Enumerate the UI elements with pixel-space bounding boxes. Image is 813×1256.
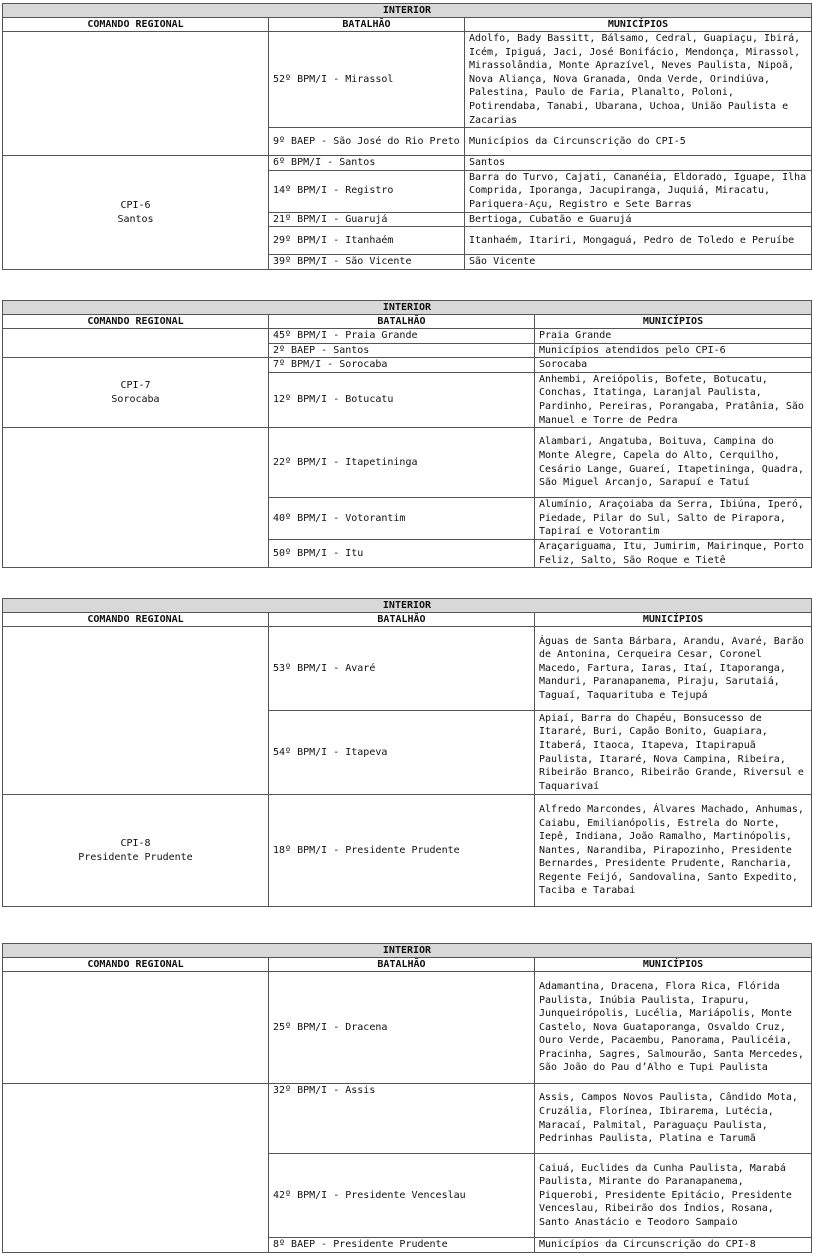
col-municipios: MUNICÍPIOS [535,613,812,627]
comando-cell [3,329,269,358]
comando-cell [3,627,269,795]
municipios-cell: Araçariguama, Itu, Jumirim, Mairinque, Porto Feliz, Salto, São Roque e Tietê [535,540,812,568]
municipios-cell: Anhembi, Areiópolis, Bofete, Botucatu, Conchas, Itatinga, Laranjal Paulista, Pardinho, Pereiras, Porangaba, Pratânia, São Manuel e Torre de Pedra [535,372,812,427]
batalhao-cell: 39º BPM/I - São Vicente [269,255,465,270]
comando-cell [3,32,269,156]
municipios-cell: Municípios da Circunscrição do CPI-5 [465,128,812,156]
col-batalhao: BATALHÃO [269,315,535,329]
municipios-cell: São Vicente [465,255,812,270]
comando-cell [3,428,269,568]
interior-header: INTERIOR [3,301,812,315]
batalhao-cell: 2º BAEP - Santos [269,343,535,358]
cpi7-name: CPI-7 [120,380,151,392]
municipios-cell: Assis, Campos Novos Paulista, Cândido Mota, Cruzália, Florínea, Ibirarema, Lutécia, Maracaí, Palmital, Paraguaçu Paulista, Pedrinhas Paulista, Platina e Tarumã [535,1084,812,1154]
table-1 [2,3,812,270]
interior-header: INTERIOR [3,4,812,18]
col-batalhao: BATALHÃO [269,613,535,627]
batalhao-cell: 50º BPM/I - Itu [269,540,535,568]
municipios-cell: Alambari, Angatuba, Boituva, Campina do Monte Alegre, Capela do Alto, Cerquilho, Cesário Lange, Guareí, Itapetininga, Quadra, São Miguel Arcanjo, Sarapuí e Tatuí [535,428,812,498]
municipios-cell: Praia Grande [535,329,812,344]
batalhao-cell: 6º BPM/I - Santos [269,156,465,171]
table-2 [2,300,812,568]
municipios-cell: Caiuá, Euclides da Cunha Paulista, Marabá Paulista, Mirante do Paranapanema, Piquerobi, Presidente Epitácio, Presidente Venceslau, Ribeirão dos Índios, Rosana, Santo Anastácio e Teodoro Sampaio [535,1154,812,1238]
interior-header: INTERIOR [3,599,812,613]
col-comando: COMANDO REGIONAL [3,18,269,32]
cpi8-city: Presidente Prudente [78,851,193,863]
batalhao-cell: 45º BPM/I - Praia Grande [269,329,535,344]
cpi8-name: CPI-8 [120,837,151,849]
batalhao-cell: 53º BPM/I - Avaré [269,627,535,711]
batalhao-cell: 8º BAEP - Presidente Prudente [269,1238,535,1253]
municipios-cell: Adamantina, Dracena, Flora Rica, Flórida Paulista, Inúbia Paulista, Irapuru, Junqueirópolis, Lucélia, Mariápolis, Monte Castelo, Nova Guataporanga, Osvaldo Cruz, Ouro Verde, Pacaembu, Panorama, Paulicéia, Pracinha, Sagres, Salmourão, Santa Mercedes, São João do Pau d’Alho e Tupi Paulista [535,972,812,1084]
municipios-cell: Municípios da Circunscrição do CPI-8 [535,1238,812,1253]
table-3 [2,598,812,907]
col-batalhao: BATALHÃO [269,18,465,32]
interior-header: INTERIOR [3,944,812,958]
table-4 [2,943,812,1253]
municipios-cell: Adolfo, Bady Bassitt, Bálsamo, Cedral, Guapiaçu, Ibirá, Icém, Ipiguá, Jaci, José Bonifácio, Mendonça, Mirassol, Mirassolândia, Monte Aprazível, Neves Paulista, Nipoã, Nova Aliança, Nova Granada, Onda Verde, Orindiúva, Palestina, Paulo de Faria, Planalto, Poloni, Potirendaba, Tanabi, Ubarana, Uchoa, União Paulista e Zacarias [465,32,812,128]
batalhao-cell: 40º BPM/I - Votorantim [269,498,535,540]
batalhao-cell: 32º BPM/I - Assis [269,1084,535,1154]
comando-cell [3,1084,269,1253]
batalhao-cell: 52º BPM/I - Mirassol [269,32,465,128]
batalhao-cell: 7º BPM/I - Sorocaba [269,358,535,373]
comando-cpi7 [3,358,269,428]
batalhao-cell: 14º BPM/I - Registro [269,170,465,212]
col-municipios: MUNICÍPIOS [535,315,812,329]
municipios-cell: Alumínio, Araçoiaba da Serra, Ibiúna, Iperó, Piedade, Pilar do Sul, Salto de Pirapora, Tapiraí e Votorantim [535,498,812,540]
cpi6-name: CPI-6 [120,199,151,211]
batalhao-cell: 42º BPM/I - Presidente Venceslau [269,1154,535,1238]
batalhao-cell: 54º BPM/I - Itapeva [269,711,535,795]
col-comando: COMANDO REGIONAL [3,958,269,972]
batalhao-cell: 9º BAEP - São José do Rio Preto [269,128,465,156]
batalhao-cell: 21º BPM/I - Guarujá [269,212,465,227]
col-municipios: MUNICÍPIOS [535,958,812,972]
municipios-cell: Águas de Santa Bárbara, Arandu, Avaré, Barão de Antonina, Cerqueira Cesar, Coronel Macedo, Fartura, Iaras, Itaí, Itaporanga, Manduri, Paranapanema, Piraju, Sarutaiá, Taguaí, Taquarituba e Tejupá [535,627,812,711]
batalhao-cell: 18º BPM/I - Presidente Prudente [269,795,535,907]
batalhao-cell: 22º BPM/I - Itapetininga [269,428,535,498]
col-comando: COMANDO REGIONAL [3,315,269,329]
municipios-cell: Apiaí, Barra do Chapéu, Bonsucesso de Itararé, Buri, Capão Bonito, Guapiara, Itaberá, Itaoca, Itapeva, Itapirapuã Paulista, Itararé, Nova Campina, Ribeira, Ribeirão Branco, Ribeirão Grande, Riversul e Taquarivaí [535,711,812,795]
municipios-cell: Sorocaba [535,358,812,373]
col-municipios: MUNICÍPIOS [465,18,812,32]
batalhao-cell: 25º BPM/I - Dracena [269,972,535,1084]
municipios-cell: Barra do Turvo, Cajati, Cananéia, Eldorado, Iguape, Ilha Comprida, Iporanga, Jacupiranga, Juquiá, Miracatu, Pariquera-Açu, Registro e Sete Barras [465,170,812,212]
municipios-cell: Itanhaém, Itariri, Mongaguá, Pedro de Toledo e Peruíbe [465,227,812,255]
municipios-cell: Bertioga, Cubatão e Guarujá [465,212,812,227]
municipios-cell: Alfredo Marcondes, Álvares Machado, Anhumas, Caiabu, Emilianópolis, Estrela do Norte, Iepê, Indiana, João Ramalho, Martinópolis, Nantes, Narandiba, Pirapozinho, Presidente Bernardes, Presidente Prudente, Rancharia, Regente Feijó, Sandovalina, Santo Expedito, Taciba e Tarabai [535,795,812,907]
col-batalhao: BATALHÃO [269,958,535,972]
cpi7-city: Sorocaba [111,393,160,405]
municipios-cell: Santos [465,156,812,171]
cpi6-city: Santos [117,213,154,225]
batalhao-cell: 29º BPM/I - Itanhaém [269,227,465,255]
municipios-cell: Municípios atendidos pelo CPI-6 [535,343,812,358]
comando-cpi6 [3,156,269,270]
comando-cell [3,972,269,1084]
col-comando: COMANDO REGIONAL [3,613,269,627]
comando-cpi8 [3,795,269,907]
batalhao-cell: 12º BPM/I - Botucatu [269,372,535,427]
